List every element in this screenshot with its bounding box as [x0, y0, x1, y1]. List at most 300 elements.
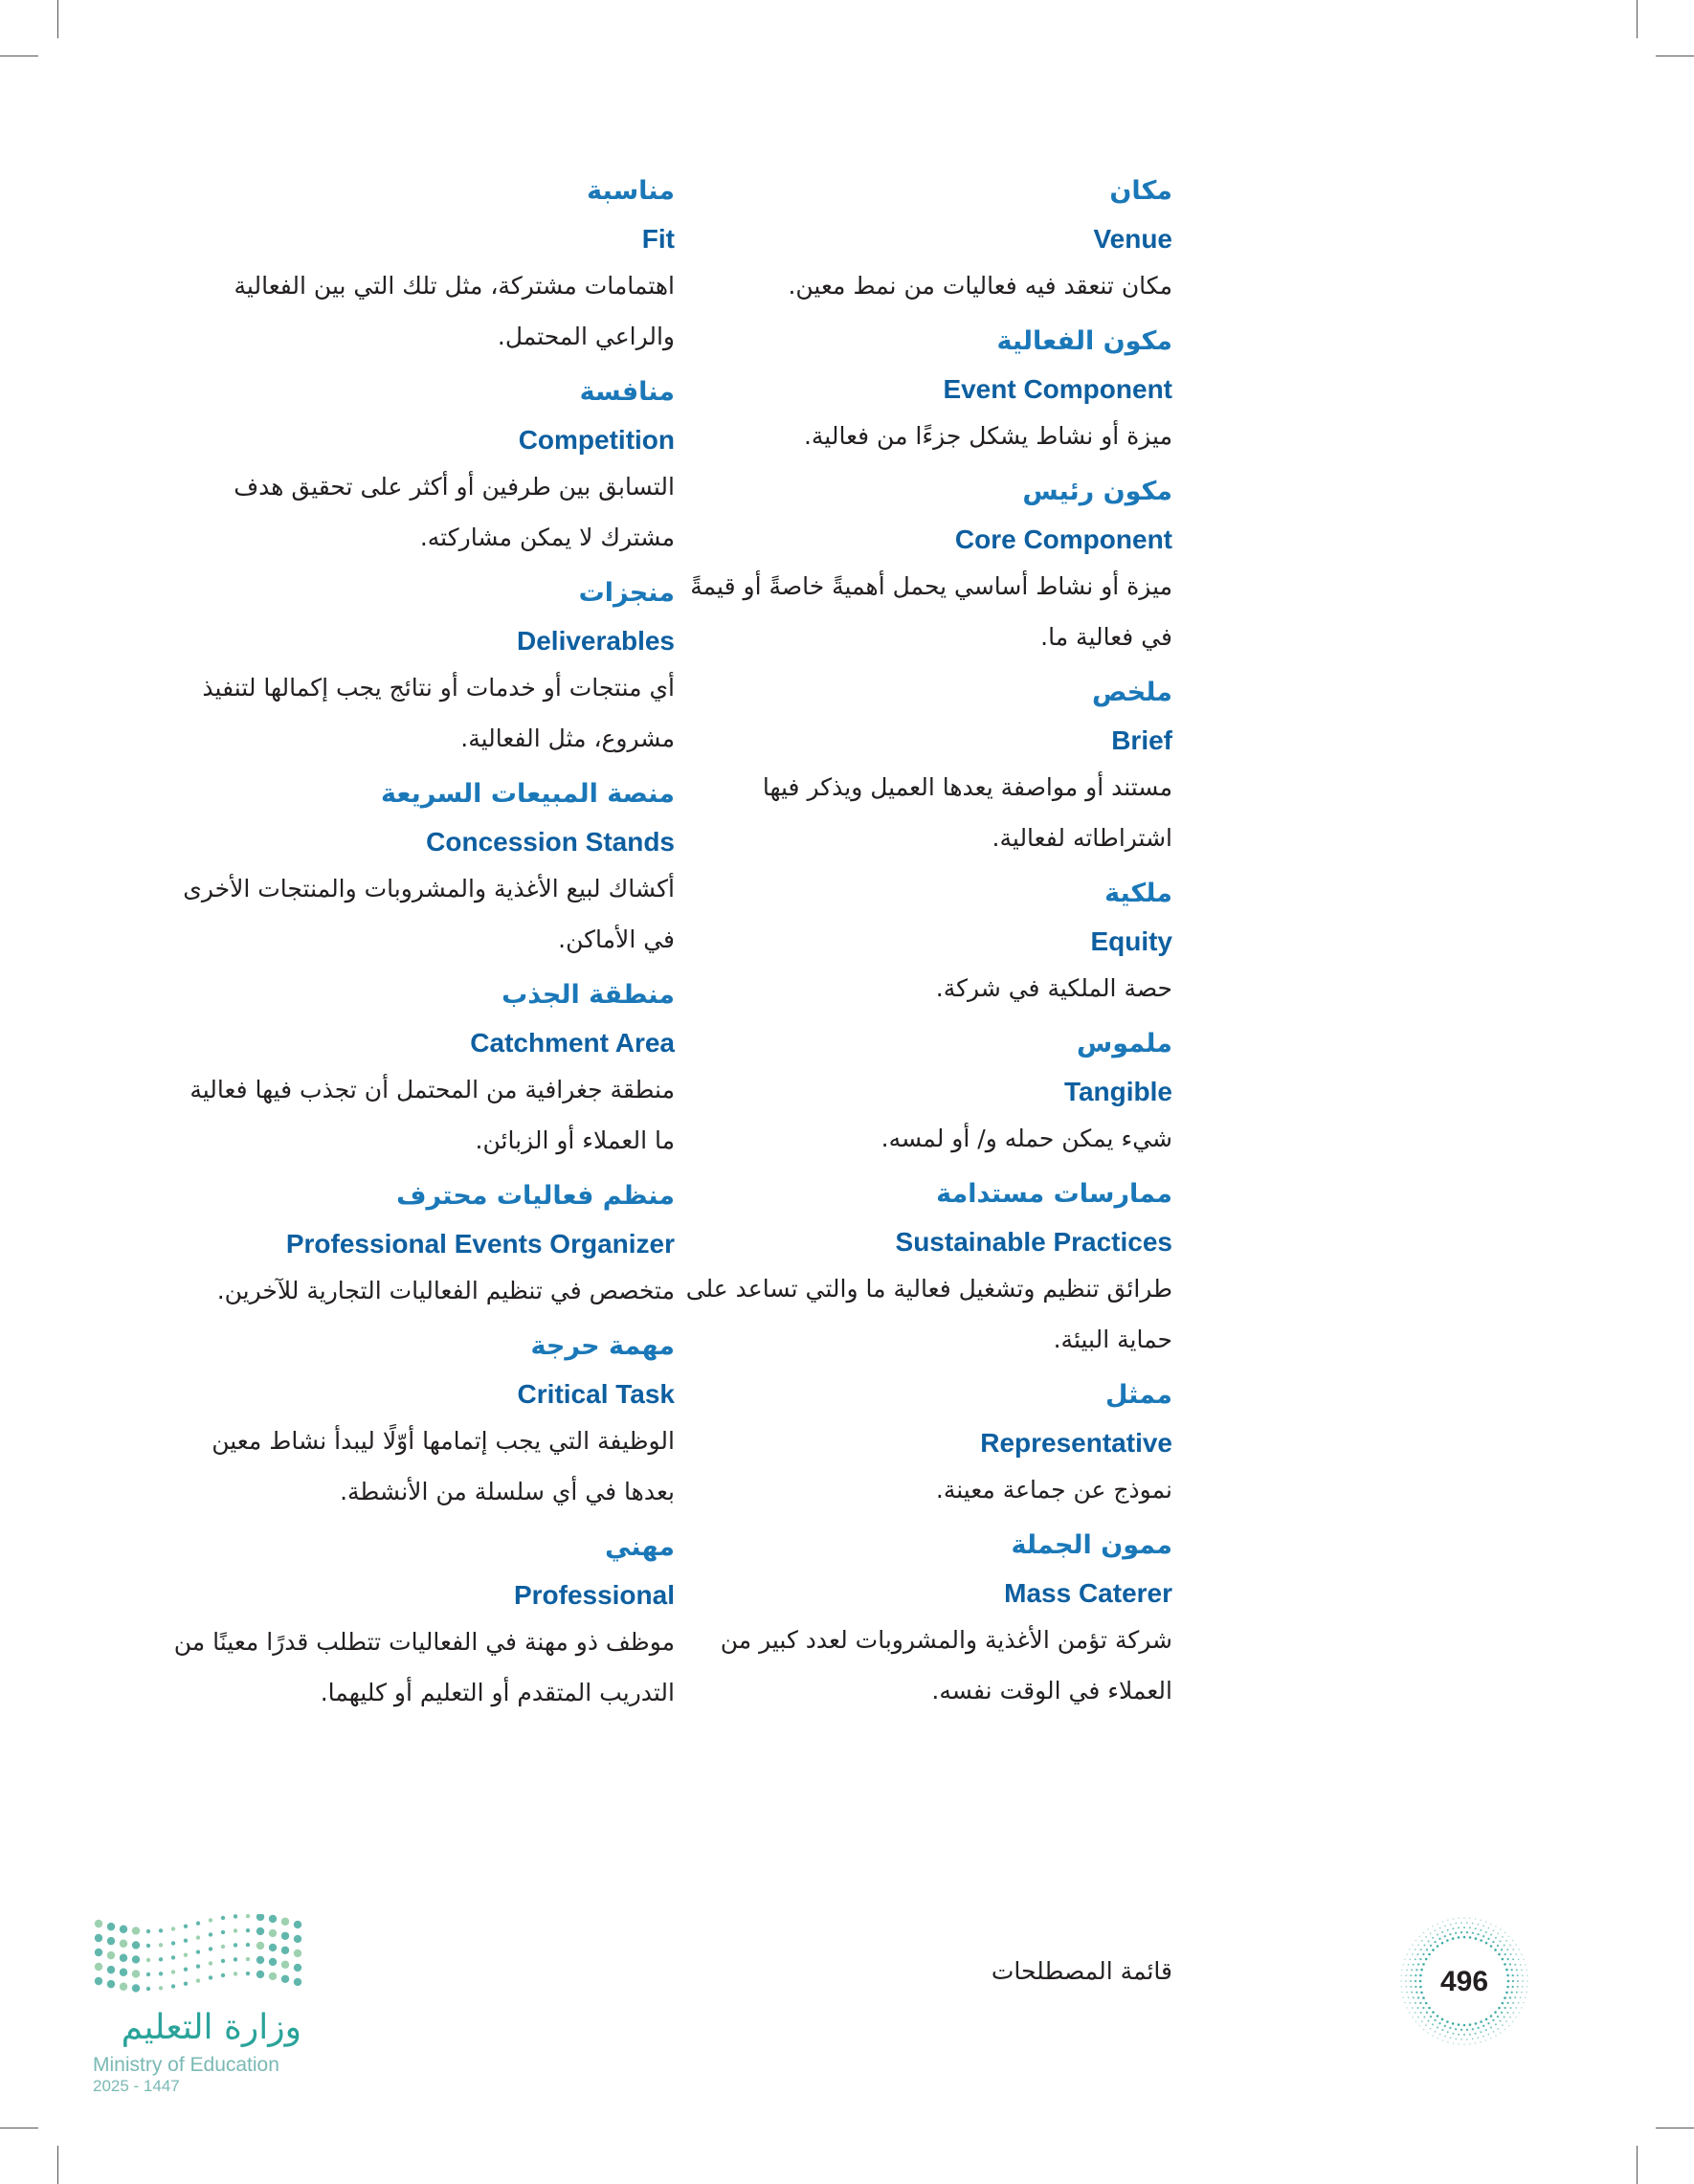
badge-dot [1504, 1996, 1506, 1999]
badge-dot [1459, 1918, 1460, 1919]
badge-dot [1472, 2039, 1474, 2040]
logo-dot [184, 1952, 188, 1956]
logo-dot [246, 1957, 250, 1961]
badge-dot [1442, 1921, 1443, 1922]
term-english: Mass Caterer [1004, 1578, 1172, 1608]
logo-dot [132, 1955, 140, 1963]
logo-dot [146, 1958, 150, 1962]
badge-dot [1487, 1938, 1489, 1940]
badge-dot [1406, 1992, 1408, 1994]
logo-dot [221, 1916, 225, 1920]
logo-dot [159, 1986, 163, 1990]
badge-dot [1432, 1926, 1433, 1927]
logo-year: 2025 - 1447 [93, 2077, 180, 2095]
badge-dot [1517, 1980, 1519, 1982]
logo-dot [256, 1914, 264, 1921]
glossary-entry [670, 323, 1172, 461]
badge-dot [1497, 2016, 1499, 2017]
badge-dot [1521, 1953, 1522, 1954]
badge-dot [1444, 1935, 1446, 1937]
badge-dot [1441, 1942, 1444, 1945]
badge-dot [1458, 1927, 1460, 1928]
badge-dot [1505, 1969, 1508, 1972]
badge-dot [1458, 1936, 1460, 1939]
logo-dot [281, 1961, 289, 1969]
badge-dot [1510, 1992, 1512, 1994]
badge-dot [1415, 2021, 1416, 2022]
badge-dot [1490, 2038, 1491, 2039]
glossary-entry [170, 1528, 675, 1718]
badge-dot [1485, 2039, 1486, 2040]
term-english: Equity [1090, 926, 1172, 956]
badge-dot [1475, 1918, 1476, 1919]
term-arabic: منصة المبيعات السريعة [381, 779, 675, 809]
badge-dot [1480, 1929, 1482, 1931]
badge-dot [1480, 2031, 1482, 2033]
logo-dot [107, 1937, 115, 1945]
logo-dot [294, 1964, 301, 1972]
logo-dot [95, 1934, 102, 1942]
badge-dot [1432, 1937, 1434, 1939]
badge-dot [1405, 1980, 1407, 1982]
badge-dot [1485, 1921, 1486, 1922]
badge-dot [1426, 1949, 1428, 1950]
badge-dot [1444, 1926, 1446, 1928]
badge-dot [1423, 2016, 1425, 2017]
badge-dot [1434, 2019, 1436, 2021]
badge-dot [1477, 2027, 1479, 2029]
badge-dot [1512, 1949, 1514, 1950]
logo-dot [146, 1972, 150, 1976]
logo-dot [196, 1964, 200, 1968]
logo-dot [171, 1927, 175, 1930]
logo-dot [234, 1914, 237, 1918]
badge-dot [1525, 1996, 1526, 1997]
logo-dot [120, 1983, 127, 1991]
badge-dot [1499, 2020, 1501, 2022]
badge-dot [1507, 1980, 1510, 1983]
badge-dot [1458, 2034, 1460, 2036]
term-english: Venue [1093, 224, 1172, 254]
badge-dot [1415, 1940, 1416, 1941]
badge-dot [1518, 2012, 1519, 2013]
logo-dot [159, 1943, 163, 1947]
badge-dot [1420, 2012, 1422, 2014]
term-arabic: ممون الجملة [1011, 1530, 1172, 1560]
badge-dot [1406, 1953, 1407, 1954]
badge-dot [1522, 1986, 1524, 1988]
glossary-entry [670, 1376, 1172, 1515]
term-arabic: ملكية [1104, 879, 1172, 908]
badge-dot [1466, 1922, 1468, 1924]
badge-dot [1490, 2026, 1492, 2028]
logo-dot [256, 1942, 264, 1950]
badge-dot [1466, 1931, 1468, 1933]
badge-dot [1458, 2023, 1460, 2026]
logo-dot [184, 1967, 188, 1971]
glossary-entry [170, 976, 675, 1166]
badge-dot [1447, 1929, 1449, 1931]
logo-dot [256, 1971, 264, 1978]
badge-dot [1509, 2007, 1511, 2009]
term-definition: أكشاك لبيع الأغذية والمشروبات والمنتجات الأخرى في الأماكن. [183, 875, 675, 953]
badge-dot [1425, 1958, 1428, 1961]
badge-dot [1432, 2035, 1433, 2036]
badge-dot [1502, 2024, 1504, 2026]
badge-dot [1417, 1963, 1419, 1965]
logo-dot [269, 1929, 277, 1937]
badge-dot [1432, 2023, 1434, 2025]
badge-dot [1518, 1958, 1520, 1960]
badge-dot [1504, 1945, 1505, 1947]
badge-dot [1426, 2012, 1428, 2014]
badge-dot [1422, 1953, 1424, 1955]
logo-dot [120, 1969, 127, 1976]
badge-dot [1504, 2016, 1505, 2017]
term-definition: مستند أو مواصفة يعدها العميل ويذكر فيها اشتراطاته لفعالية. [762, 773, 1172, 852]
badge-dot [1469, 2023, 1472, 2026]
badge-dot [1410, 2002, 1412, 2004]
term-english: Brief [1111, 725, 1172, 755]
badge-dot [1419, 2002, 1421, 2004]
crop-mark [57, 2146, 58, 2184]
badge-dot [1405, 1974, 1407, 1976]
term-arabic: منافسة [579, 377, 675, 407]
badge-dot [1475, 1937, 1478, 1940]
logo-dot [294, 1978, 301, 1986]
logo-dot [120, 1954, 127, 1962]
badge-dot [1415, 2012, 1416, 2014]
glossary-entry [170, 1177, 675, 1316]
badge-dot [1428, 2007, 1431, 2010]
glossary-entry [170, 1327, 675, 1517]
badge-dot [1450, 1924, 1452, 1926]
badge-dot [1521, 1970, 1523, 1972]
crop-mark [1637, 2146, 1638, 2184]
logo-dot [171, 1955, 175, 1959]
badge-dot [1444, 2036, 1446, 2038]
badge-dot [1410, 1974, 1412, 1976]
badge-dot [1482, 1935, 1484, 1937]
badge-dot [1485, 1931, 1487, 1933]
logo-dot [209, 1947, 212, 1950]
badge-dot [1521, 2007, 1522, 2008]
badge-dot [1521, 1992, 1523, 1994]
badge-dot [1506, 2012, 1508, 2014]
badge-dot [1439, 1928, 1441, 1929]
badge-dot [1501, 2012, 1503, 2014]
logo-dot [234, 1972, 237, 1975]
badge-dot [1478, 1924, 1480, 1926]
glossary-entry [670, 1527, 1172, 1716]
badge-dot [1478, 2037, 1480, 2039]
badge-dot [1506, 1949, 1508, 1950]
badge-dot [1401, 1986, 1402, 1987]
glossary-entry [170, 172, 675, 362]
badge-dot [1512, 1974, 1514, 1976]
term-definition: اهتمامات مشتركة، مثل تلك التي بين الفعالية والراعي المحتمل. [234, 272, 675, 350]
badge-dot [1460, 2029, 1462, 2031]
badge-dot [1512, 1980, 1514, 1982]
logo-dot [146, 1929, 150, 1933]
badge-dot [1515, 2007, 1517, 2009]
badge-dot [1425, 1936, 1427, 1938]
badge-dot [1514, 1964, 1516, 1966]
badge-dot [1506, 2002, 1508, 2004]
term-definition: متخصص في تنظيم الفعاليات التجارية للآخرين. [216, 1277, 675, 1304]
logo-dot [95, 1963, 102, 1971]
badge-dot [1452, 1937, 1455, 1940]
logo-dot [221, 1973, 225, 1977]
term-definition: ميزة أو نشاط يشكل جزءًا من فعالية. [803, 422, 1172, 450]
badge-dot [1415, 1958, 1416, 1960]
logo-dot [95, 1977, 102, 1985]
badge-dot [1452, 2022, 1455, 2025]
badge-dot [1430, 1945, 1432, 1947]
badge-dot [1410, 1986, 1412, 1988]
badge-dot [1421, 2020, 1423, 2022]
logo-dot [120, 1926, 127, 1933]
badge-dot [1437, 2026, 1438, 2028]
badge-dot [1441, 1931, 1443, 1933]
badge-dot [1490, 2015, 1493, 2017]
badge-dot [1512, 2021, 1513, 2022]
term-english: Competition [518, 425, 675, 455]
term-arabic: مكون الفعالية [996, 326, 1172, 356]
badge-dot [1447, 2041, 1448, 2042]
term-definition: منطقة جغرافية من المحتمل أن تجذب فيها فعالية ما العملاء أو الزبائن. [189, 1076, 675, 1154]
badge-dot [1430, 2028, 1432, 2030]
badge-dot [1520, 1964, 1522, 1966]
badge-dot [1487, 1928, 1489, 1929]
badge-dot [1419, 1936, 1420, 1937]
badge-dot [1505, 1992, 1508, 1995]
badge-dot [1501, 1949, 1503, 1950]
badge-dot [1475, 2033, 1477, 2035]
logo-dot [132, 1941, 140, 1949]
logo-dot [294, 1921, 301, 1928]
badge-dot [1497, 1945, 1499, 1947]
term-definition: نموذج عن جماعة معينة. [935, 1476, 1172, 1504]
badge-dot [1430, 2016, 1432, 2017]
badge-dot [1410, 1958, 1412, 1960]
badge-dot [1408, 1996, 1410, 1998]
badge-dot [1437, 2038, 1438, 2039]
logo-dot [132, 1984, 140, 1992]
badge-dot [1428, 1940, 1430, 1942]
badge-dot [1452, 2033, 1454, 2035]
badge-dot [1504, 2007, 1505, 2009]
badge-dot [1447, 2031, 1449, 2033]
badge-dot [1504, 1963, 1506, 1966]
logo-dot [107, 1923, 115, 1930]
badge-dot [1508, 2025, 1509, 2026]
ministry-logo [91, 1914, 321, 2106]
badge-dot [1446, 1939, 1449, 1942]
badge-dot [1526, 1970, 1527, 1971]
glossary-column-right [670, 161, 1172, 1716]
badge-dot [1444, 2025, 1446, 2027]
badge-dot [1522, 1980, 1524, 1982]
logo-dot [159, 1972, 163, 1975]
term-definition: أي منتجات أو خدمات أو نتائج يجب إكمالها لتنفيذ مشروع، مثل الفعالية. [202, 674, 675, 752]
badge-dot [1401, 1975, 1402, 1976]
badge-dot [1459, 2043, 1460, 2044]
badge-dot [1494, 1949, 1497, 1951]
logo-dot [107, 1980, 115, 1988]
badge-dot [1449, 1933, 1451, 1935]
badge-dot [1403, 1996, 1404, 1997]
badge-dot [1410, 1980, 1412, 1982]
badge-dot [1466, 2029, 1468, 2031]
logo-dot [159, 1957, 163, 1961]
glossary-entry [670, 172, 1172, 311]
term-arabic: منطقة الجذب [502, 980, 675, 1010]
badge-dot [1403, 1964, 1404, 1965]
badge-dot [1487, 2022, 1489, 2024]
badge-dot [1408, 1964, 1410, 1966]
term-definition: شيء يمكن حمله و/ أو لمسه. [880, 1125, 1172, 1152]
badge-dot [1425, 2002, 1428, 2005]
badge-dot [1415, 1969, 1417, 1971]
badge-dot [1423, 1932, 1424, 1933]
logo-dots-icon [91, 1914, 321, 2005]
term-english: Event Component [943, 374, 1172, 404]
glossary-entry [170, 373, 675, 563]
term-english: Deliverables [517, 626, 675, 656]
term-english: Concession Stands [426, 827, 675, 857]
badge-dot [1485, 1942, 1488, 1945]
page-number: 496 [1439, 1966, 1489, 1997]
badge-dot [1485, 2018, 1488, 2021]
logo-dot [95, 1949, 102, 1956]
badge-dot [1415, 1980, 1416, 1982]
badge-dot [1415, 2002, 1416, 2004]
logo-dot [294, 1950, 301, 1957]
badge-dot [1472, 2028, 1474, 2030]
badge-dot [1495, 1926, 1496, 1927]
badge-dot [1460, 2039, 1462, 2040]
badge-dot [1509, 1953, 1511, 1955]
badge-dot [1417, 1953, 1419, 1955]
logo-dot [281, 1975, 289, 1983]
badge-dot [1405, 1986, 1407, 1988]
glossary-entry [670, 1025, 1172, 1164]
logo-dot [221, 1930, 225, 1934]
badge-dot [1422, 1963, 1425, 1966]
logo-dot [171, 1984, 175, 1988]
badge-dot [1417, 1944, 1419, 1946]
badge-dot [1417, 1996, 1419, 1998]
badge-dot [1498, 1953, 1501, 1956]
crop-mark [57, 0, 58, 38]
logo-dot [146, 1944, 150, 1948]
badge-dot [1506, 1958, 1508, 1960]
badge-dot [1509, 1944, 1511, 1946]
badge-dot [1493, 1929, 1495, 1931]
term-definition: شركة تؤمن الأغذية والمشروبات لعدد كبير من العملاء في الوقت نفسه. [720, 1626, 1172, 1705]
logo-dot [107, 1966, 115, 1973]
badge-dot [1505, 2020, 1507, 2022]
badge-dot [1412, 1953, 1414, 1955]
badge-dot [1518, 2002, 1520, 2004]
badge-dot [1506, 1974, 1509, 1977]
badge-dot [1432, 2011, 1435, 2014]
logo-dot [281, 1932, 289, 1940]
badge-dot [1420, 1969, 1423, 1972]
badge-dot [1412, 2007, 1414, 2009]
badge-dot [1421, 1940, 1423, 1942]
glossary-entry [670, 674, 1172, 863]
badge-dot [1482, 2025, 1484, 2027]
badge-dot [1419, 1958, 1421, 1960]
badge-dot [1512, 2002, 1514, 2004]
term-english: Critical Task [517, 1379, 675, 1409]
logo-dot [107, 1951, 115, 1959]
badge-dot [1512, 1940, 1513, 1941]
logo-dot [269, 1944, 277, 1951]
badge-dot [1422, 1996, 1425, 1999]
badge-dot [1437, 2015, 1439, 2017]
badge-dot [1455, 1923, 1457, 1925]
badge-dot [1430, 1932, 1432, 1934]
badge-dot [1466, 2039, 1468, 2040]
logo-dot [196, 1935, 200, 1939]
logo-arabic-text: وزارة التعليم [121, 2008, 301, 2047]
logo-dot [95, 1920, 102, 1928]
badge-dot [1512, 1986, 1514, 1988]
badge-dot [1495, 2023, 1497, 2025]
badge-dot [1455, 2028, 1457, 2030]
logo-dot [196, 1950, 200, 1953]
logo-dot [196, 1921, 200, 1925]
badge-dot [1413, 1996, 1415, 1998]
badge-dot [1400, 1980, 1401, 1981]
badge-dot [1485, 2029, 1487, 2031]
term-arabic: مهمة حرجة [530, 1331, 675, 1361]
badge-dot [1498, 2028, 1500, 2030]
badge-dot [1504, 1953, 1505, 1955]
badge-dot [1514, 1996, 1516, 1998]
logo-dot [234, 1957, 237, 1961]
badge-dot [1446, 2020, 1449, 2023]
glossary-entry [170, 775, 675, 965]
glossary-entry [670, 875, 1172, 1014]
logo-dot [184, 1924, 188, 1928]
badge-dot [1409, 2012, 1410, 2013]
badge-dot [1460, 1922, 1462, 1924]
badge-dot [1523, 1959, 1524, 1960]
badge-dot [1517, 1986, 1519, 1988]
term-arabic: مكان [1109, 176, 1172, 206]
badge-dot [1482, 2036, 1484, 2038]
badge-dot [1492, 1941, 1494, 1943]
badge-dot [1502, 1936, 1504, 1938]
term-arabic: منظم فعاليات محترف [396, 1181, 675, 1211]
badge-dot [1423, 1945, 1425, 1947]
badge-dot [1422, 2007, 1424, 2009]
badge-dot [1463, 2034, 1465, 2036]
badge-dot [1490, 1934, 1492, 1936]
logo-dot [256, 1956, 264, 1964]
badge-dot [1509, 2017, 1511, 2018]
badge-dot [1450, 2037, 1452, 2039]
logo-dot [209, 1961, 212, 1965]
term-english: Tangible [1063, 1077, 1172, 1106]
term-arabic: مناسبة [587, 176, 675, 206]
badge-dot [1516, 1992, 1518, 1994]
badge-dot [1502, 1958, 1505, 1961]
